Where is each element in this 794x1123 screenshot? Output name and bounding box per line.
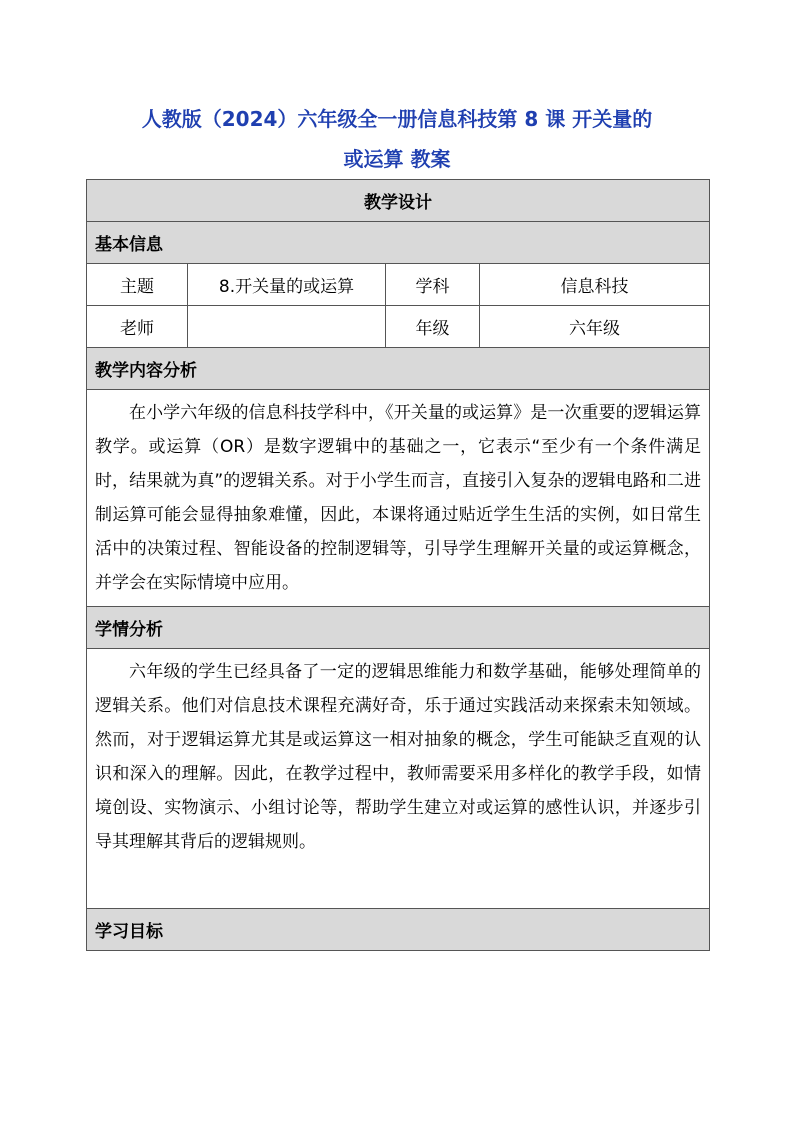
section-heading-content-analysis: 教学内容分析 bbox=[87, 348, 710, 390]
content-analysis-paragraph: 在小学六年级的信息科技学科中，《开关量的或运算》是一次重要的逻辑运算教学。或运算（OR）是数字逻辑中的基础之一，它表示“至少有一个条件满足时，结果就为真”的逻辑关系。对于小学生而言，直接引入复杂的逻辑电路和二进制运算可能会显得抽象难懂，因此，本课将通过贴近学生生活的实例，如日常生活中的决策过程、智能设备的控制逻辑等，引导学生理解开关量的或运算概念，并学会在实际情境中应用。 bbox=[87, 390, 710, 607]
document-title-line2: 或运算 教案 bbox=[343, 147, 451, 171]
topic-value: 8.开关量的或运算 bbox=[188, 264, 386, 306]
grade-value: 六年级 bbox=[480, 306, 710, 348]
teacher-value bbox=[188, 306, 386, 348]
subject-label: 学科 bbox=[386, 264, 480, 306]
teacher-label: 老师 bbox=[87, 306, 188, 348]
section-heading-learner-analysis: 学情分析 bbox=[87, 607, 710, 649]
section-heading-basic-info: 基本信息 bbox=[87, 222, 710, 264]
table-header: 教学设计 bbox=[87, 180, 710, 222]
topic-label: 主题 bbox=[87, 264, 188, 306]
grade-label: 年级 bbox=[386, 306, 480, 348]
learner-analysis-paragraph: 六年级的学生已经具备了一定的逻辑思维能力和数学基础，能够处理简单的逻辑关系。他们对信息技术课程充满好奇，乐于通过实践活动来探索未知领域。然而，对于逻辑运算尤其是或运算这一相对抽象的概念，学生可能缺乏直观的认识和深入的理解。因此，在教学过程中，教师需要采用多样化的教学手段，如情境创设、实物演示、小组讨论等，帮助学生建立对或运算的感性认识，并逐步引导其理解其背后的逻辑规则。 bbox=[87, 649, 710, 909]
lesson-plan-table bbox=[86, 179, 710, 951]
subject-value: 信息科技 bbox=[480, 264, 710, 306]
document-title-line1: 人教版（2024）六年级全一册信息科技第 8 课 开关量的 bbox=[141, 107, 653, 131]
section-heading-objectives: 学习目标 bbox=[87, 909, 710, 951]
